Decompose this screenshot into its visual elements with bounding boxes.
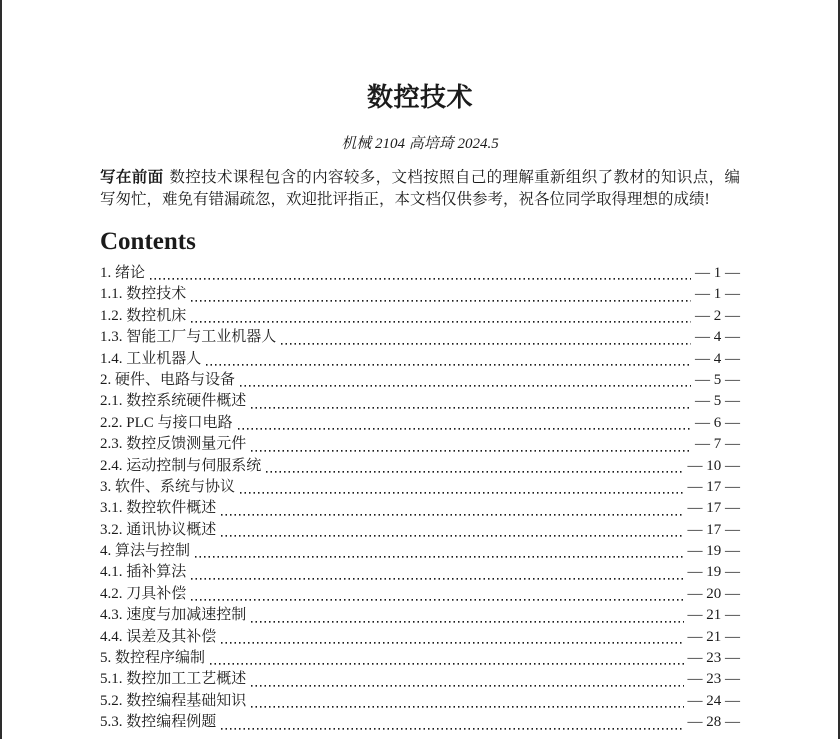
toc-entry[interactable] (100, 691, 740, 712)
toc-leader-dots (195, 556, 683, 562)
toc-entry-page-number: — 19 — (687, 564, 740, 581)
toc-leader-dots (266, 471, 683, 477)
toc-entry-page-number: — 5 — (695, 371, 740, 388)
toc-entry-page-number: — 23 — (687, 650, 740, 667)
toc-leader-dots (191, 578, 683, 584)
toc-leader-dots (251, 706, 683, 712)
toc-entry[interactable] (100, 712, 740, 733)
toc-leader-dots (251, 685, 683, 691)
toc-entry-label: 5. 数控程序编制 (100, 650, 206, 667)
toc-entry-label: 2.3. 数控反馈测量元件 (100, 436, 247, 453)
toc-entry-page-number: — 4 — (695, 329, 740, 346)
toc-entry-label: 4.3. 速度与加减速控制 (100, 607, 247, 624)
toc-entry[interactable] (100, 306, 740, 327)
toc-entry[interactable] (100, 669, 740, 690)
toc-entry-label: 2.4. 运动控制与伺服系统 (100, 457, 262, 474)
toc-entry[interactable] (100, 327, 740, 348)
toc-entry-page-number: — 20 — (687, 585, 740, 602)
toc-leader-dots (221, 728, 683, 734)
toc-entry-label: 1.4. 工业机器人 (100, 350, 202, 367)
toc-leader-dots (221, 642, 683, 648)
toc-entry-label: 2.1. 数控系统硬件概述 (100, 393, 247, 410)
toc-leader-dots (221, 535, 683, 541)
toc-entry[interactable] (100, 434, 740, 455)
toc-entry-label: 2. 硬件、电路与设备 (100, 371, 236, 388)
toc-entry-label: 5.3. 数控编程例题 (100, 714, 217, 731)
toc-leader-dots (191, 599, 683, 605)
document-body (2, 82, 838, 739)
toc-leader-dots (206, 364, 691, 370)
toc-entry-label: 3. 软件、系统与协议 (100, 478, 236, 495)
toc-entry-page-number: — 2 — (695, 307, 740, 324)
toc-entry[interactable] (100, 370, 740, 391)
toc-entry[interactable] (100, 284, 740, 305)
toc-leader-dots (210, 663, 683, 669)
toc-leader-dots (251, 407, 691, 413)
toc-leader-dots (251, 621, 683, 627)
toc-leader-dots (150, 278, 691, 284)
document-byline: 机械 2104 高培琦 2024.5 (341, 136, 499, 152)
toc-leader-dots (221, 514, 683, 520)
toc-entry-page-number: — 28 — (687, 714, 740, 731)
toc-entry[interactable] (100, 263, 740, 284)
toc-entry-page-number: — 4 — (695, 350, 740, 367)
toc-entry-label: 5.1. 数控加工工艺概述 (100, 671, 247, 688)
toc-leader-dots (191, 300, 691, 306)
toc-entry-label: 2.2. PLC 与接口电路 (100, 414, 233, 431)
toc-entry[interactable] (100, 648, 740, 669)
toc-entry[interactable] (100, 391, 740, 412)
toc-entry-page-number: — 5 — (695, 393, 740, 410)
toc-entry-page-number: — 17 — (687, 478, 740, 495)
toc-entry-page-number: — 6 — (695, 414, 740, 431)
toc-entry[interactable] (100, 477, 740, 498)
toc-entry-page-number: — 17 — (687, 500, 740, 517)
toc-entry-page-number: — 21 — (687, 607, 740, 624)
toc-entry-page-number: — 21 — (687, 628, 740, 645)
toc-leader-dots (281, 343, 691, 349)
toc-leader-dots (238, 428, 691, 434)
toc-entry-page-number: — 7 — (695, 436, 740, 453)
toc-entry[interactable] (100, 562, 740, 583)
toc-entry[interactable] (100, 605, 740, 626)
toc-entry-page-number: — 24 — (687, 692, 740, 709)
preface-paragraph (100, 167, 740, 210)
toc-leader-dots (240, 492, 683, 498)
preface-label: 写在前面 (100, 169, 164, 186)
toc-entry[interactable] (100, 627, 740, 648)
toc-entry[interactable] (100, 413, 740, 434)
toc-entry-label: 5.2. 数控编程基础知识 (100, 692, 247, 709)
toc-entry[interactable] (100, 584, 740, 605)
toc-entry-label: 4.2. 刀具补偿 (100, 585, 187, 602)
toc-entry[interactable] (100, 541, 740, 562)
toc-entry[interactable] (100, 498, 740, 519)
document-title: 数控技术 (366, 83, 473, 112)
toc-entry-label: 3.1. 数控软件概述 (100, 500, 217, 517)
toc-leader-dots (251, 450, 691, 456)
toc-entry-page-number: — 17 — (687, 521, 740, 538)
toc-entry-label: 4.1. 插补算法 (100, 564, 187, 581)
toc-entry-label: 4.4. 误差及其补偿 (100, 628, 217, 645)
toc-entry-page-number: — 19 — (687, 543, 740, 560)
toc-entry-label: 1.2. 数控机床 (100, 307, 187, 324)
preface-text: 数控技术课程包含的内容较多，文档按照自己的理解重新组织了教材的知识点，编写匆忙，难免有错漏疏忽，欢迎批评指正，本文档仅供参考，祝各位同学取得理想的成绩! (100, 169, 740, 208)
toc-entry-page-number: — 1 — (695, 286, 740, 303)
toc-entry-label: 1.1. 数控技术 (100, 286, 187, 303)
toc-entry-label: 3.2. 通讯协议概述 (100, 521, 217, 538)
toc-entry-label: 1. 绪论 (100, 265, 146, 281)
toc-entry-page-number: — 23 — (687, 671, 740, 688)
toc-entry[interactable] (100, 349, 740, 370)
table-of-contents (100, 263, 740, 734)
toc-entry-page-number: — 10 — (687, 457, 740, 474)
toc-entry[interactable] (100, 520, 740, 541)
toc-entry-label: 4. 算法与控制 (100, 543, 191, 560)
toc-entry-page-number: — 1 — (695, 265, 740, 281)
toc-entry[interactable] (100, 456, 740, 477)
toc-leader-dots (240, 385, 691, 391)
contents-heading: Contents (100, 228, 196, 255)
toc-entry-label: 1.3. 智能工厂与工业机器人 (100, 329, 277, 346)
